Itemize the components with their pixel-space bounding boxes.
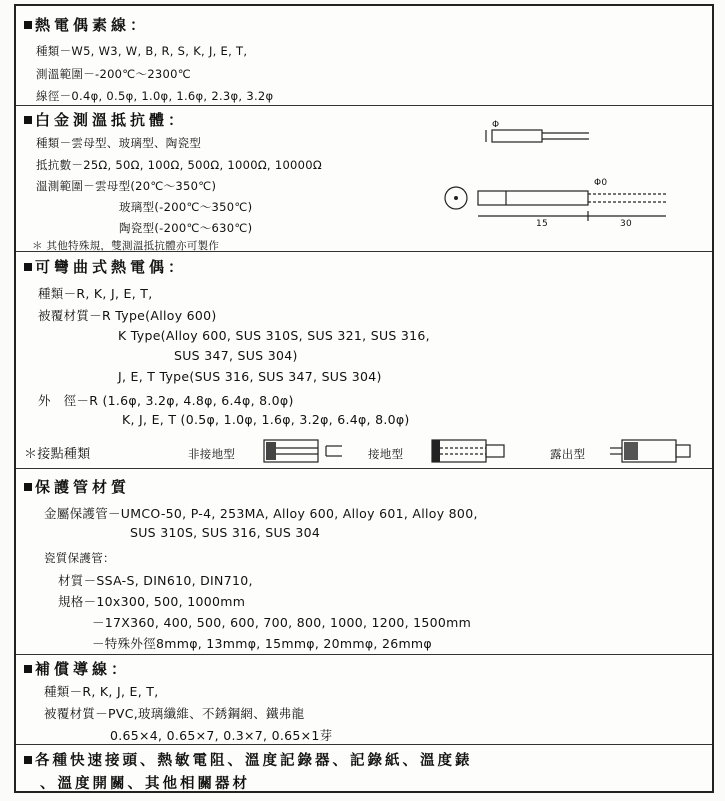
grounded-junction-icon [430, 436, 520, 466]
junction-types-label: ＊接點種類 [24, 447, 91, 462]
section-2-line-3: 溫測範圍－雲母型(20℃～350℃) [36, 179, 217, 193]
section-2-line-1: 種類－雲母型、玻璃型、陶瓷型 [36, 136, 202, 150]
section-3-line-6: 外 徑－R (1.6φ, 3.2φ, 4.8φ, 6.4φ, 8.0φ) [38, 393, 294, 408]
bullet-square-icon [24, 263, 32, 271]
section-3-line-3: K Type(Alloy 600, SUS 310S, SUS 321, SUS 316, [118, 328, 430, 343]
section-divider [16, 744, 712, 745]
section-divider [16, 251, 712, 252]
section-5-line-1: 種類－R, K, J, E, T, [44, 684, 159, 699]
section-4-line-7: －特殊外徑8mmφ, 13mmφ, 15mmφ, 20mmφ, 26mmφ [92, 636, 432, 651]
section-3-line-1: 種類－R, K, J, E, T, [38, 286, 153, 301]
section-2-note: ＊ 其他特殊規，雙測溫抵抗體亦可製作 [32, 240, 220, 252]
section-1-line-1: 種類－W5, W3, W, B, R, S, K, J, E, T, [36, 44, 248, 58]
section-1-line-2: 測溫範圍－-200℃～2300℃ [36, 67, 191, 81]
junction-ungrounded-label: 非接地型 [188, 447, 236, 461]
section-1-line-3: 線徑－0.4φ, 0.5φ, 1.0φ, 1.6φ, 2.3φ, 3.2φ [36, 89, 274, 103]
section-divider [16, 105, 712, 106]
fig1-dimension: Φ [492, 120, 500, 130]
section-4-line-5: 規格－10x300, 500, 1000mm [58, 594, 246, 609]
section-2-heading: 白金測溫抵抗體： [24, 109, 187, 130]
section-2-line-2: 抵抗數－25Ω, 50Ω, 100Ω, 500Ω, 1000Ω, 10000Ω [36, 158, 322, 172]
bullet-square-icon [24, 665, 32, 673]
section-3-line-2: 被覆材質－R Type(Alloy 600) [38, 308, 217, 323]
section-5-heading: 補償導線： [24, 658, 130, 679]
bullet-square-icon [24, 116, 32, 124]
fig2-top-label: Φ0 [594, 178, 608, 188]
section-4-line-1: 金屬保護管－UMCO-50, P-4, 253MA, Alloy 600, Alloy 601, Alloy 800, [44, 506, 478, 521]
section-4-line-3: 瓷質保護管： [44, 551, 115, 565]
section-4-line-2: SUS 310S, SUS 316, SUS 304 [130, 525, 321, 540]
ungrounded-junction-icon [262, 436, 352, 466]
section-divider [16, 468, 712, 469]
bullet-square-icon [24, 483, 32, 491]
section-5-line-2: 被覆材質－PVC,玻璃纖維、不銹鋼網、鐵弗龍 [44, 706, 305, 721]
fig2-dimension-b: 30 [620, 219, 633, 229]
section-4-heading: 保護管材質 [24, 476, 130, 497]
section-divider [16, 654, 712, 655]
section-5-line-3: 0.65×4, 0.65×7, 0.3×7, 0.65×1芽 [110, 728, 333, 743]
catalog-frame [14, 4, 714, 793]
bullet-square-icon [24, 21, 32, 29]
junction-grounded-label: 接地型 [368, 447, 404, 461]
section-3-line-7: K, J, E, T (0.5φ, 1.0φ, 1.6φ, 3.2φ, 6.4φ, 8.0φ) [122, 412, 410, 427]
section-2-line-5: 陶瓷型(-200℃～630℃) [119, 221, 253, 235]
section-3-line-4: SUS 347, SUS 304) [174, 348, 298, 363]
junction-exposed-label: 露出型 [550, 447, 586, 461]
bullet-square-icon [24, 756, 32, 764]
section-4-line-6: －17X360, 400, 500, 600, 700, 800, 1000, 1200, 1500mm [92, 615, 472, 630]
section-3-heading: 可彎曲式熱電偶： [24, 256, 187, 277]
section-3-line-5: J, E, T Type(SUS 316, SUS 347, SUS 304) [118, 369, 382, 384]
section-6-heading-line-2: 、溫度開關、其他相關器材 [40, 776, 250, 792]
section-1-heading: 熱電偶素線： [24, 14, 149, 35]
fig2-dimension-a: 15 [536, 219, 549, 229]
section-4-line-4: 材質－SSA-S, DIN610, DIN710, [58, 573, 253, 588]
mica-sensor-drawing [484, 122, 604, 152]
exposed-junction-icon [608, 436, 698, 466]
section-2-line-4: 玻璃型(-200℃～350℃) [119, 200, 253, 214]
section-6-heading: 各種快速接頭、熱敏電阻、溫度記錄器、記錄紙、溫度錶 [24, 749, 473, 770]
glass-sensor-drawing [436, 176, 686, 236]
